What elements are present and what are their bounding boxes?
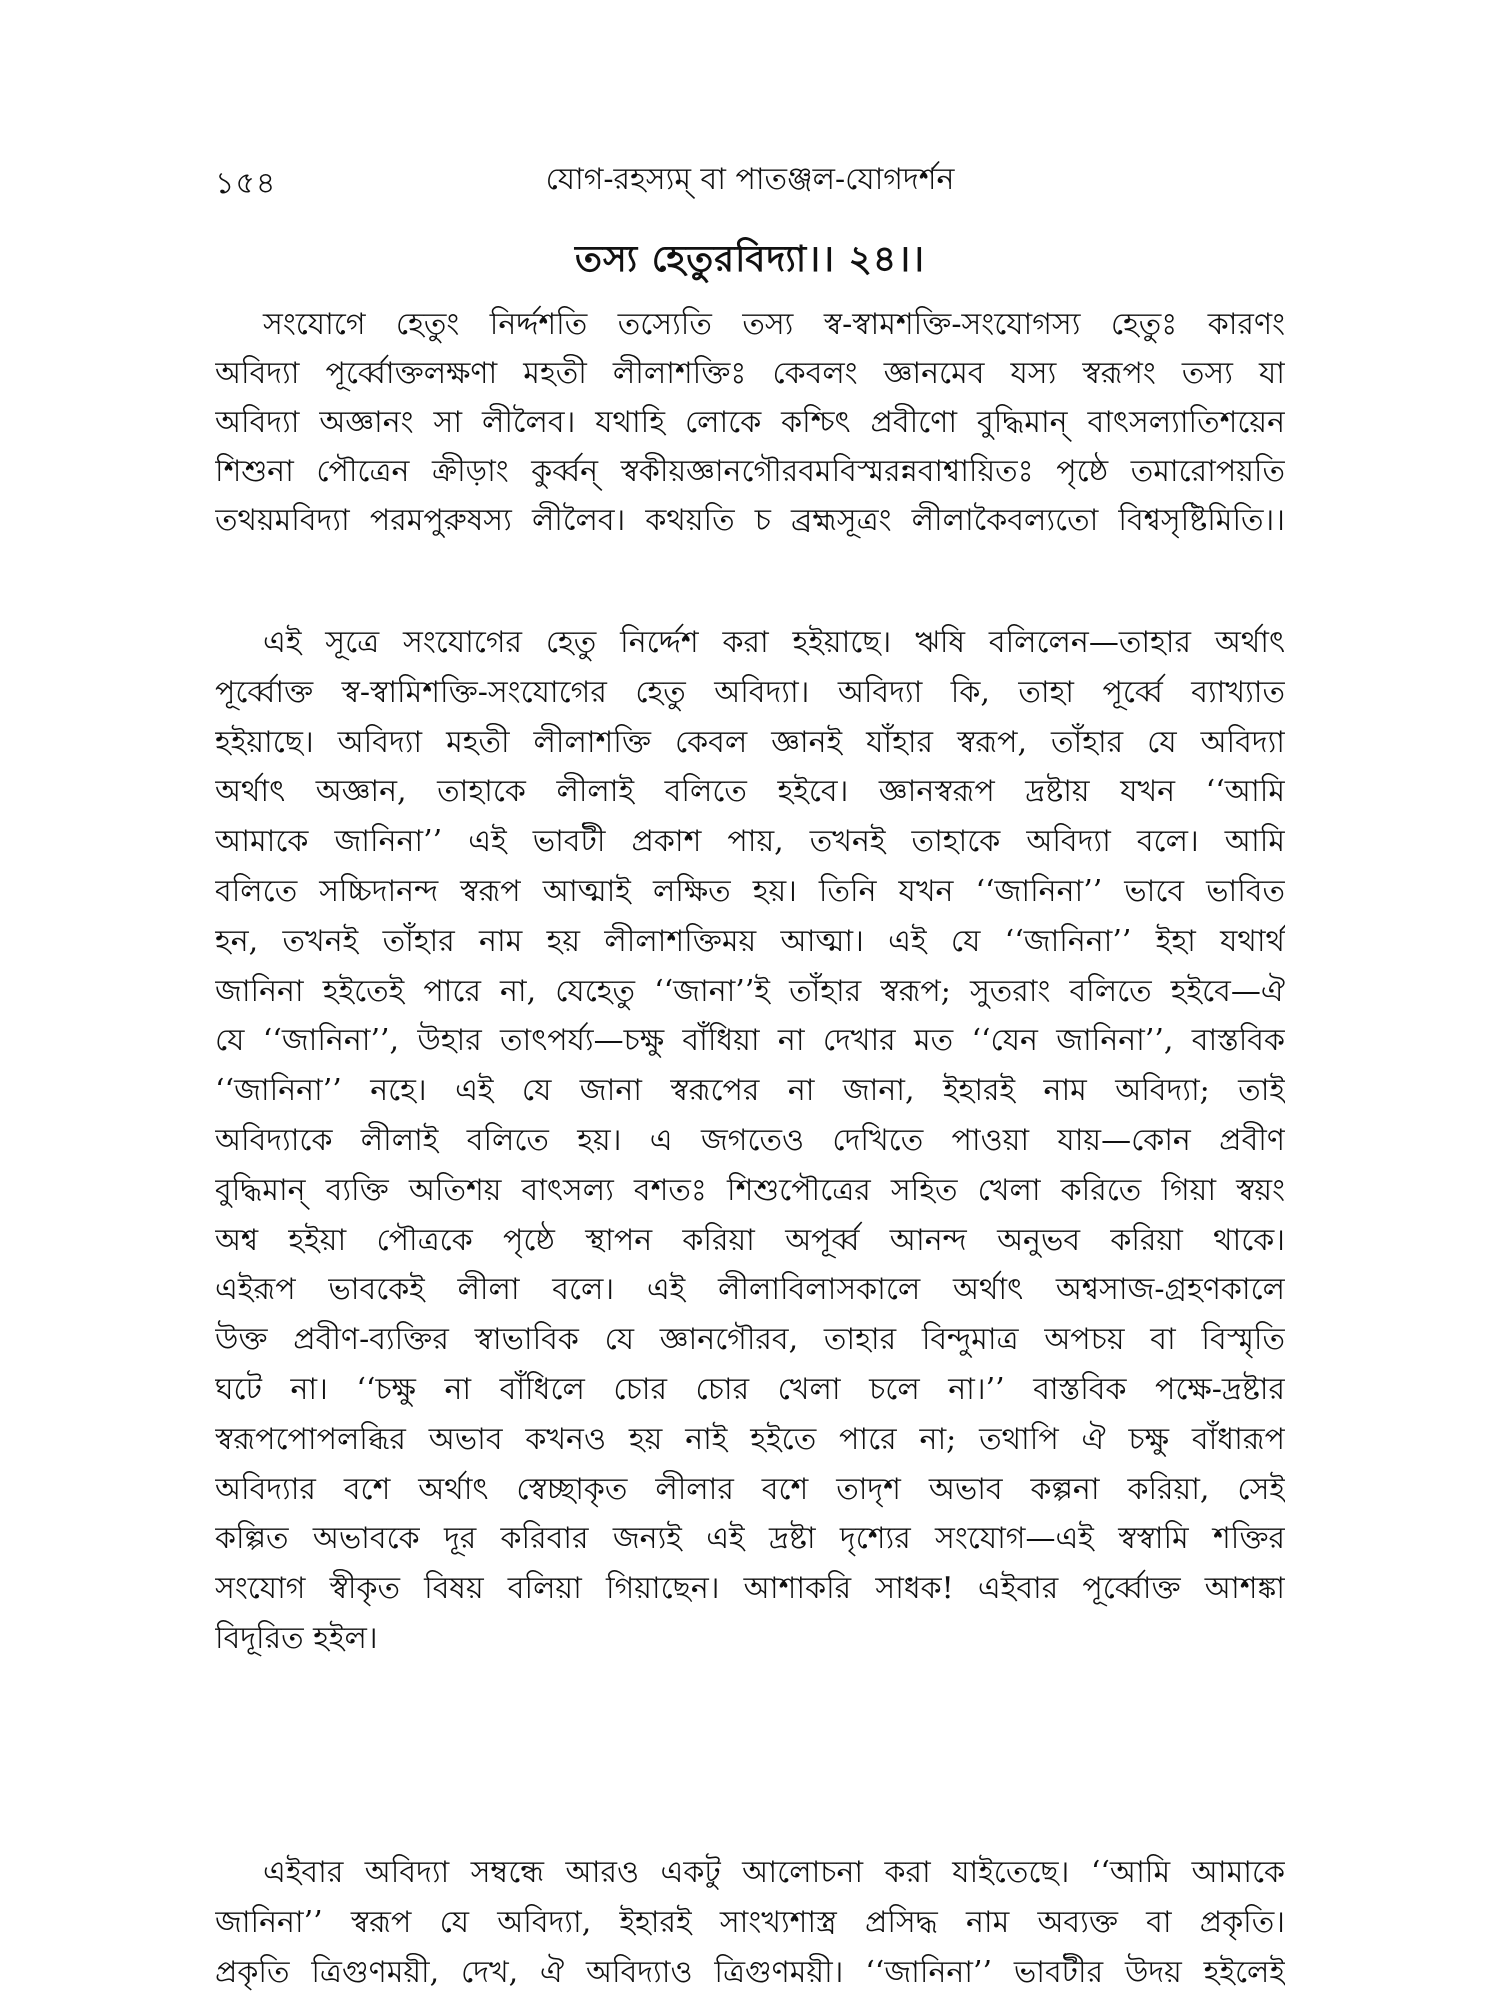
- text-line: প্রকৃতি ত্রিগুণময়ী, দেখ, ঐ অবিদ্যাও ত্রিগুণময়ী। ‘‘জানিনা’’ ভাবটীর উদয় হইলেই: [215, 1954, 1285, 1990]
- text-line: জানিনা হইতেই পারে না, যেহেতু ‘‘জানা’’ই তাঁহার স্বরূপ; সুতরাং বলিতে হইবে—ঐ: [215, 973, 1285, 1009]
- text-line: অশ্ব হইয়া পৌত্রকে পৃষ্ঠে স্থাপন করিয়া অপূর্ব্ব আনন্দ অনুভব করিয়া থাকে।: [215, 1222, 1285, 1258]
- text-line: আমাকে জানিনা’’ এই ভাবটী প্রকাশ পায়, তখনই তাহাকে অবিদ্যা বলে। আমি: [215, 824, 1285, 860]
- text-line: শিশুনা পৌত্রেন ক্রীড়াং কুর্ব্বন্ স্বকীয়জ্ঞানগৌরবমবিস্মরন্নবাশ্বায়িতঃ পৃষ্ঠে তমারোপয়তি: [215, 454, 1285, 489]
- text-line: এইরূপ ভাবকেই লীলা বলে। এই লীলাবিলাসকালে অর্থাৎ অশ্বসাজ-গ্রহণকালে: [215, 1272, 1285, 1308]
- text-line: বিদূরিত হইল।: [215, 1620, 378, 1656]
- text-line: ঘটে না। ‘‘চক্ষু না বাঁধিলে চোর চোর খেলা চলে না।’’ বাস্তবিক পক্ষে-দ্রষ্টার: [215, 1371, 1285, 1407]
- text-line: ‘‘জানিনা’’ নহে। এই যে জানা স্বরূপের না জানা, ইহারই নাম অবিদ্যা; তাই: [215, 1073, 1285, 1109]
- text-line: অর্থাৎ অজ্ঞান, তাহাকে লীলাই বলিতে হইবে। জ্ঞানস্বরূপ দ্রষ্টায় যখন ‘‘আমি: [215, 774, 1285, 810]
- book-title: যোগ-রহস্যম্ বা পাতঞ্জল-যোগদর্শন: [545, 162, 955, 197]
- text-line: জানিনা’’ স্বরূপ যে অবিদ্যা, ইহারই সাংখ্যশাস্ত্র প্রসিদ্ধ নাম অব্যক্ত বা প্রকৃতি।: [215, 1904, 1285, 1940]
- text-line: সংযোগ স্বীকৃত বিষয় বলিয়া গিয়াছেন। আশাকরি সাধক! এইবার পূর্ব্বোক্ত আশঙ্কা: [215, 1571, 1285, 1607]
- text-line: তথয়মবিদ্যা পরমপুরুষস্য লীলৈব। কথয়তি চ ব্রহ্মসূত্রং লীলাকৈবল্যতো বিশ্বসৃষ্টিমিতি।।: [215, 503, 1285, 538]
- sanskrit-commentary: [215, 300, 1285, 545]
- text-line: স্বরূপপোপলব্ধির অভাব কখনও হয় নাই হইতে পারে না; তথাপি ঐ চক্ষু বাঁধারূপ: [215, 1421, 1285, 1457]
- text-line: এই সূত্রে সংযোগের হেতু নির্দ্দেশ করা হইয়াছে। ঋষি বলিলেন—তাহার অর্থাৎ: [263, 625, 1285, 660]
- text-line: অবিদ্যা অজ্ঞানং সা লীলৈব। যথাহি লোকে কশ্চিৎ প্রবীণো বুদ্ধিমান্ বাৎসল্যাতিশয়েন: [215, 405, 1285, 440]
- text-line: এইবার অবিদ্যা সম্বন্ধে আরও একটু আলোচনা করা যাইতেছে। ‘‘আমি আমাকে: [263, 1855, 1285, 1890]
- text-line: যে ‘‘জানিনা’’, উহার তাৎপর্য্য—চক্ষু বাঁধিয়া না দেখার মত ‘‘যেন জানিনা’’, বাস্তবিক: [215, 1023, 1285, 1059]
- page-number: ১৫৪: [215, 166, 277, 201]
- text-line: অবিদ্যা পূর্ব্বোক্তলক্ষণা মহতী লীলাশক্তিঃ কেবলং জ্ঞানমেব যস্য স্বরূপং তস্য যা: [215, 356, 1285, 391]
- text-line: অবিদ্যাকে লীলাই বলিতে হয়। এ জগতেও দেখিতে পাওয়া যায়—কোন প্রবীণ: [215, 1122, 1285, 1158]
- sutra-heading: তস্য হেতুরবিদ্যা।। ২৪।।: [574, 238, 926, 280]
- bengali-commentary-paragraph-1: [215, 618, 1285, 1664]
- text-line: উক্ত প্রবীণ-ব্যক্তির স্বাভাবিক যে জ্ঞানগৌরব, তাহার বিন্দুমাত্র অপচয় বা বিস্মৃতি: [215, 1322, 1285, 1358]
- text-line: বলিতে সচ্চিদানন্দ স্বরূপ আত্মাই লক্ষিত হয়। তিনি যখন ‘‘জানিনা’’ ভাবে ভাবিত: [215, 873, 1285, 909]
- text-line: অবিদ্যার বশে অর্থাৎ স্বেচ্ছাকৃত লীলার বশে তাদৃশ অভাব কল্পনা করিয়া, সেই: [215, 1471, 1285, 1507]
- text-line: হইয়াছে। অবিদ্যা মহতী লীলাশক্তি কেবল জ্ঞানই যাঁহার স্বরূপ, তাঁহার যে অবিদ্যা: [215, 724, 1285, 760]
- text-line: কল্পিত অভাবকে দূর করিবার জন্যই এই দ্রষ্টা দৃশ্যের সংযোগ—এই স্বস্বামি শক্তির: [215, 1521, 1285, 1557]
- running-header: [215, 155, 1285, 205]
- text-line: পূর্ব্বোক্ত স্ব-স্বামিশক্তি-সংযোগের হেতু অবিদ্যা। অবিদ্যা কি, তাহা পূর্ব্বে ব্যাখ্যাত: [215, 674, 1285, 710]
- text-line: হন, তখনই তাঁহার নাম হয় লীলাশক্তিময় আত্মা। এই যে ‘‘জানিনা’’ ইহা যথার্থ: [215, 923, 1285, 959]
- bengali-commentary-paragraph-2: [215, 1848, 1285, 1997]
- text-line: বুদ্ধিমান্ ব্যক্তি অতিশয় বাৎসল্য বশতঃ শিশুপৌত্রের সহিত খেলা করিতে গিয়া স্বয়ং: [215, 1172, 1285, 1208]
- text-line: সংযোগে হেতুং নির্দ্দশতি তস্যেতি তস্য স্ব-স্বামশক্তি-সংযোগস্য হেতুঃ কারণং: [263, 307, 1285, 342]
